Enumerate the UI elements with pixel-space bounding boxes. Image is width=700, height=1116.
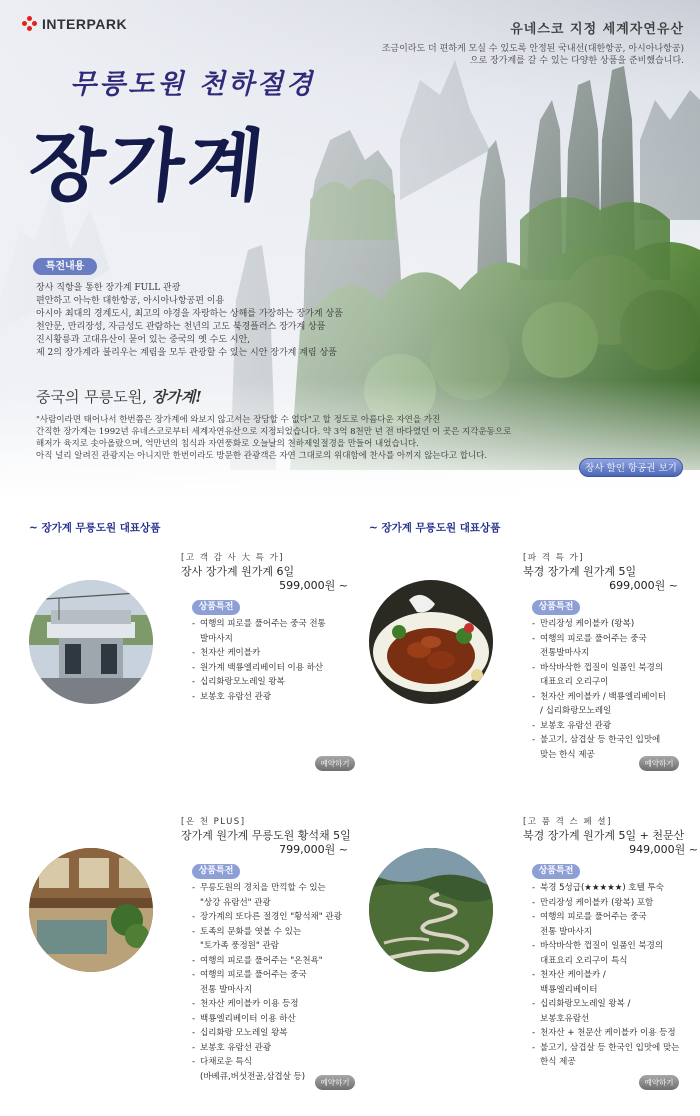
reserve-button[interactable]: 예약하기 bbox=[315, 1075, 355, 1090]
benefit-item: - 다채로운 특식 bbox=[192, 1055, 357, 1070]
product-price: 949,000원 ~ bbox=[629, 843, 698, 856]
unesco-desc-line: 으로 장가계를 갈 수 있는 다양한 상품을 준비했습니다. bbox=[469, 56, 684, 66]
benefit-item: - 여행의 피로를 풀어주는 중국 bbox=[532, 910, 698, 925]
benefit-item: 대표요리 오리구이 bbox=[540, 677, 609, 687]
benefit-item: - 천자산 + 천문산 케이블카 이용 등정 bbox=[532, 1026, 698, 1041]
benefit-item: 보봉호유람선 bbox=[540, 1013, 590, 1024]
benefit-item: - 보봉호 유람선 관광 bbox=[192, 690, 352, 705]
product-name[interactable]: 북경 장가계 원가계 5일 + 천문산 bbox=[523, 829, 685, 842]
section-heading-left: ~ 장가계 무릉도원 대표상품 bbox=[29, 522, 161, 534]
benefit-item: / 십리화랑모노레일 bbox=[540, 706, 612, 716]
benefit-list bbox=[532, 881, 698, 1070]
feature-list bbox=[36, 282, 343, 360]
benefit-list bbox=[192, 881, 357, 1084]
product-price: 599,000원 ~ bbox=[279, 579, 348, 592]
benefit-item: - 바삭바삭한 껍질이 일품인 북경의 bbox=[532, 939, 698, 954]
product-photo[interactable] bbox=[29, 580, 153, 704]
benefit-item: - 여행의 피로를 풀어주는 중국 전통 bbox=[192, 617, 352, 632]
feature-item: 진시황릉과 고대유산이 묻어 있는 중국의 옛 수도 시안, bbox=[36, 335, 251, 345]
benefit-item: - 천자산 케이블카 이용 등정 bbox=[192, 997, 357, 1012]
hero-subtitle: 무릉도원 천하절경 bbox=[70, 69, 316, 100]
benefit-badge: 상품특전 bbox=[532, 600, 580, 615]
benefit-item: "상강 유람선" 관광 bbox=[200, 897, 271, 908]
feature-item: 편안하고 아늑한 대한항공, 아시아나항공편 이용 bbox=[36, 296, 225, 306]
history-line: 해저가 육지로 솟아올랐으며, 억만년의 침식과 자연풍화로 오늘날의 천하제일절경을 만들어 내었습니다. bbox=[36, 439, 419, 449]
product-price: 799,000원 ~ bbox=[279, 843, 348, 856]
benefit-badge: 상품특전 bbox=[192, 864, 240, 879]
benefit-item: - 만리장성 케이블카 (왕복) bbox=[532, 617, 692, 632]
unesco-desc-line: 조금이라도 더 편하게 모실 수 있도록 안정된 국내선(대한항공, 아시아나항공) bbox=[381, 44, 684, 54]
product-tag: [고 객 감 사 大 특 가] bbox=[181, 553, 285, 563]
hero-banner bbox=[0, 0, 700, 500]
history-line: 아직 널리 알려진 관광지는 아니지만 한번이라도 방문한 관광객은 자연 그대로의 위대함에 찬사를 아끼지 않는다고 합니다. bbox=[36, 451, 488, 461]
feature-item: 장사 직항을 통한 장가계 FULL 관광 bbox=[36, 283, 181, 293]
history-text bbox=[36, 414, 596, 462]
winding-road-icon bbox=[369, 848, 493, 972]
peking-duck-icon bbox=[369, 580, 493, 704]
benefit-item: - 여행의 피로를 풀어주는 중국 bbox=[192, 968, 357, 983]
product-photo[interactable] bbox=[29, 848, 153, 972]
logo-text: INTERPARK bbox=[42, 16, 128, 32]
benefit-badge: 상품특전 bbox=[532, 864, 580, 879]
interpark-logo[interactable] bbox=[22, 16, 127, 32]
benefit-item: 전통 발마사지 bbox=[200, 984, 252, 995]
benefit-item: - 천자산 케이블카 / bbox=[532, 968, 698, 983]
benefit-badge: 상품특전 bbox=[192, 600, 240, 615]
unesco-block bbox=[382, 18, 684, 67]
benefit-item: 전통발마사지 bbox=[540, 648, 590, 658]
benefit-item: 한식 제공 bbox=[540, 1057, 576, 1067]
benefit-item: - 장가계의 또다른 절경인 "황석채" 관광 bbox=[192, 910, 357, 925]
history-line: 간직한 장가계는 1992년 유네스코로부터 세계자연유산으로 지정되었습니다. 약 3억 8천만 년 전 바다였던 이 곳은 지각운동으로 bbox=[36, 427, 512, 437]
section-heading-right: ~ 장가계 무릉도원 대표상품 bbox=[369, 522, 501, 534]
feature-item: 천안문, 만리장성, 자금성도 관람하는 천년의 고도 북경플러스 장가계 상품 bbox=[36, 322, 326, 332]
benefit-item: 백룡엘리베이터 bbox=[540, 984, 598, 995]
product-tag: [온 천 PLUS] bbox=[181, 817, 246, 827]
logo-flower-icon bbox=[22, 16, 38, 32]
hero-title: 장가계 bbox=[24, 122, 273, 212]
product-tag: [고 품 격 스 페 셜] bbox=[523, 817, 612, 827]
feature-item: 제 2의 장가계라 불리우는 계림을 모두 관광할 수 있는 시안 장가계 계림 상품 bbox=[36, 348, 337, 358]
benefit-item: - 여행의 피로를 풀어주는 "온천욕" bbox=[192, 954, 357, 969]
benefit-item: 맞는 한식 제공 bbox=[540, 749, 595, 760]
history-heading-plain: 중국의 무릉도원, bbox=[36, 388, 152, 406]
unesco-title: 유네스코 지정 세계자연유산 bbox=[510, 22, 684, 37]
benefit-item: - 바삭바삭한 껍질이 일품인 북경의 bbox=[532, 661, 692, 676]
history-heading-em: 장가계! bbox=[151, 388, 202, 406]
benefit-item: - 토족의 문화를 엿볼 수 있는 bbox=[192, 925, 357, 940]
benefit-item: - 천자산 케이블카 bbox=[192, 646, 352, 661]
product-name[interactable]: 장가계 원가계 무릉도원 황석채 5일 bbox=[181, 829, 351, 842]
benefit-item: 발마사지 bbox=[200, 633, 233, 644]
product-name[interactable]: 장사 장가계 원가계 6일 bbox=[181, 565, 295, 578]
cable-car-station-icon bbox=[29, 580, 153, 704]
benefit-item: - 여행의 피로를 풀어주는 중국 bbox=[532, 632, 692, 647]
benefit-list bbox=[532, 617, 692, 762]
benefit-item: - 불고기, 삼겹살 등 한국인 입맛에 맞는 bbox=[532, 1041, 698, 1056]
hot-spring-icon bbox=[29, 848, 153, 972]
reserve-button[interactable]: 예약하기 bbox=[639, 756, 679, 771]
product-tag: [파 격 특 가] bbox=[523, 553, 585, 563]
product-price: 699,000원 ~ bbox=[609, 579, 678, 592]
benefit-item: - 무릉도원의 경치을 만끽할 수 있는 bbox=[192, 881, 357, 896]
benefit-item: 전통 발마사지 bbox=[540, 926, 592, 937]
benefit-item: - 보봉호 유람선 관광 bbox=[192, 1041, 357, 1056]
benefit-item: - 불고기, 삼겹살 등 한국인 입맛에 bbox=[532, 733, 692, 748]
benefit-item: - 천자산 케이블카 / 백룡엘리베이터 bbox=[532, 690, 692, 705]
discount-flight-button[interactable]: 장사 할인 항공권 보기 bbox=[579, 458, 683, 477]
product-name[interactable]: 북경 장가계 원가계 5일 bbox=[523, 565, 637, 578]
product-photo[interactable] bbox=[369, 848, 493, 972]
benefit-list bbox=[192, 617, 352, 704]
history-heading bbox=[36, 386, 202, 407]
benefit-item: "토가족 풍정원" 관람 bbox=[200, 941, 279, 951]
benefit-item: - 십리화랑모노레일 왕복 bbox=[192, 675, 352, 690]
product-photo[interactable] bbox=[369, 580, 493, 704]
history-line: "사람이라면 태어나서 한번쯤은 장가계에 와보지 않고서는 장담할 수 없다"고 할 정도로 아름다운 자연을 가진 bbox=[36, 415, 441, 425]
reserve-button[interactable]: 예약하기 bbox=[315, 756, 355, 771]
benefit-item: - 보봉호 유람선 관광 bbox=[532, 719, 692, 734]
benefit-item: (바베큐,버섯전골,삼겹살 등) bbox=[200, 1071, 306, 1082]
benefit-item: - 원가계 백룡엘리베이터 이용 하산 bbox=[192, 661, 352, 676]
benefit-item: - 만리장성 케이블카 (왕복) 포함 bbox=[532, 896, 698, 911]
benefit-item: - 백룡엘리베이터 이용 하산 bbox=[192, 1012, 357, 1027]
feature-item: 아시아 최대의 경계도시, 최고의 야경을 자랑하는 상해를 가장하는 장가계 상품 bbox=[36, 309, 343, 319]
reserve-button[interactable]: 예약하기 bbox=[639, 1075, 679, 1090]
benefit-item: - 십리화랑 모노레일 왕복 bbox=[192, 1026, 357, 1041]
feature-badge: 특전내용 bbox=[33, 258, 97, 275]
benefit-item: - 십리화랑모노레일 왕복 / bbox=[532, 997, 698, 1012]
benefit-item: 대표요리 오리구이 특식 bbox=[540, 955, 628, 966]
unesco-desc bbox=[382, 43, 684, 67]
benefit-item: - 북경 5성급(★★★★★) 호텔 투숙 bbox=[532, 881, 698, 896]
